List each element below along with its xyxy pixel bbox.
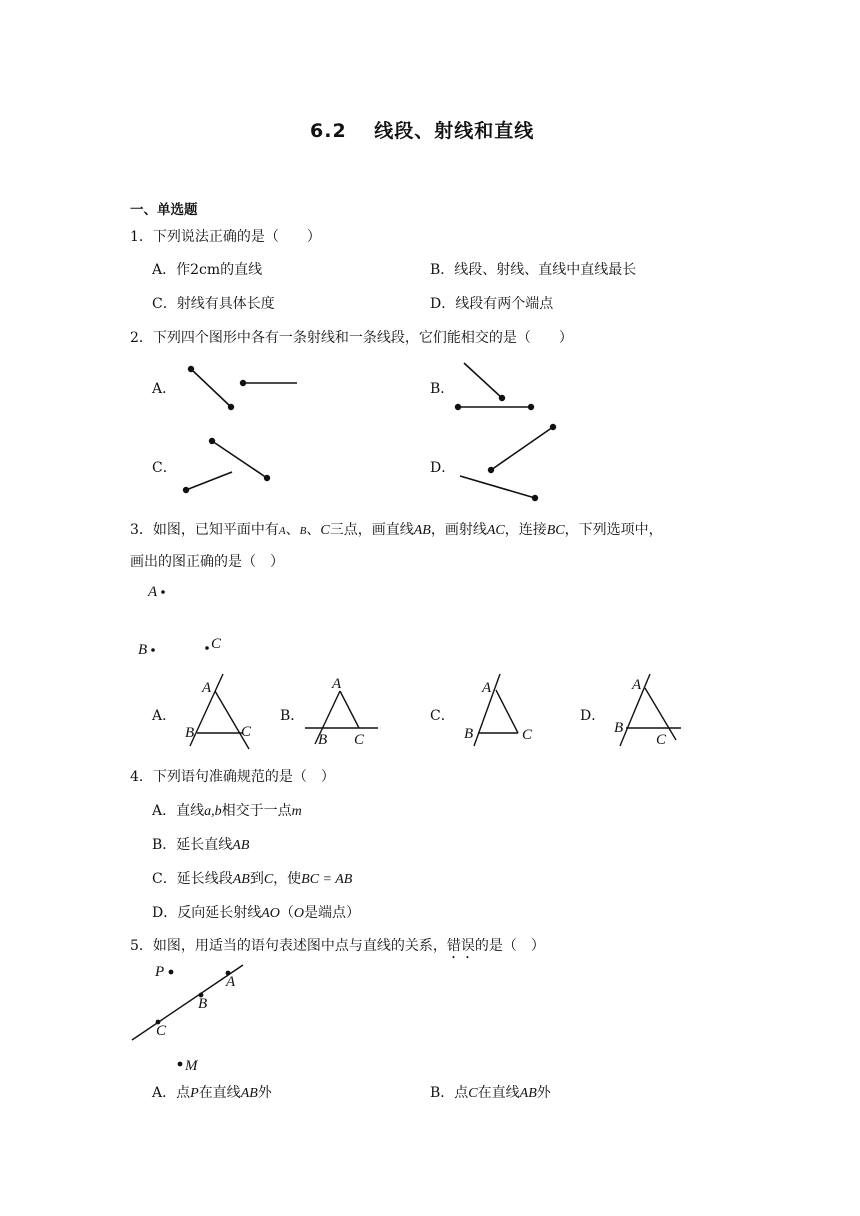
q5-option-a	[152, 1082, 272, 1102]
q3-sep-2: 、	[306, 522, 321, 538]
q3c-label-a: A	[482, 680, 492, 696]
q3-var-ac: AC	[486, 523, 505, 538]
q3-text-2: 三点，画直线	[329, 522, 414, 538]
q3c-label-b: B	[464, 726, 474, 742]
q5b-var-2: AB	[519, 1086, 537, 1101]
q5a-var-2: AB	[240, 1086, 258, 1101]
q5-point-b-label: B	[198, 996, 208, 1012]
q3-stem-line2: 画出的图正确的是（ ）	[130, 554, 284, 570]
q5b-text-2: 在直线	[477, 1085, 520, 1101]
q4-stem: 4．下列语句准确规范的是（ ）	[130, 769, 335, 785]
q2-stem: 2．下列四个图形中各有一条射线和一条线段，它们能相交的是（ ）	[130, 330, 573, 346]
q5b-text-1: B．点	[430, 1085, 469, 1101]
q3-text-3: ，画射线	[430, 522, 487, 538]
q3-var-c: C	[320, 523, 330, 538]
q3d-label-c: C	[656, 732, 667, 748]
q4d-text-2: （	[279, 905, 294, 921]
q4d-var-2: O	[293, 906, 305, 921]
q3-label-a: A．	[152, 708, 177, 724]
q5a-text-1: A．点	[152, 1085, 191, 1101]
q4b-var: AB	[232, 838, 250, 853]
q4c-text-1: C．延长线段	[152, 871, 233, 887]
q3-text-1: 3．如图，已知平面中有	[130, 522, 279, 538]
q1-option-a: A．作2cm的直线	[152, 262, 263, 278]
q3-sep-1: 、	[285, 522, 300, 538]
q3-label-b: B．	[280, 708, 305, 724]
q4c-var-2: C	[263, 872, 274, 887]
q4c-text-2: 到	[249, 871, 264, 887]
q3c-label-c: C	[522, 727, 533, 743]
q3-text-5: ，下列选项中，	[564, 522, 663, 538]
q5b-text-3: 外	[536, 1085, 551, 1101]
q3-point-c-label: C	[211, 636, 222, 652]
q2-label-b: B．	[430, 381, 455, 397]
q5-option-b	[430, 1082, 551, 1102]
q5-text-1: 5．如图，用适当的语句表述图中点与直线的关系，	[130, 938, 447, 954]
q4a-var: a,b	[204, 804, 222, 819]
q3-var-ab: AB	[413, 523, 431, 538]
q3d-label-b: B	[614, 720, 624, 736]
q4a-var-m: m	[291, 804, 302, 819]
q4c-text-3: ，使	[273, 871, 302, 887]
q3-label-d: D．	[580, 708, 606, 724]
q3d-label-a: A	[632, 677, 642, 693]
q2-label-d: D．	[430, 460, 456, 476]
q3a-label-b: B	[185, 725, 195, 741]
q2-label-c: C．	[152, 460, 177, 476]
q3-var-b: B	[299, 525, 307, 537]
q4a-text-2: 相交于一点	[221, 803, 292, 819]
q1-option-d: D．线段有两个端点	[430, 296, 554, 312]
q3-var-a: A	[278, 525, 286, 537]
q3b-label-a: A	[332, 676, 342, 692]
q5-point-a-label: A	[226, 974, 236, 990]
q4d-text-1: D．反向延长射线	[152, 905, 262, 921]
q5a-var-1: P	[190, 1086, 199, 1101]
q5-point-c-label: C	[156, 1023, 167, 1039]
q3-point-b-label: B	[138, 642, 148, 658]
q5-emphasis: 错误	[446, 938, 475, 954]
q5-point-p-label: P	[155, 964, 165, 980]
q3-text-4: ，连接	[504, 522, 547, 538]
q5-text-2: 的是（ ）	[474, 938, 545, 954]
q3b-label-c: C	[354, 732, 365, 748]
q1-stem: 1．下列说法正确的是（ ）	[130, 229, 321, 245]
q5b-var-1: C	[468, 1086, 478, 1101]
q2-label-a: A．	[152, 381, 177, 397]
q5a-text-3: 外	[257, 1085, 272, 1101]
q3a-label-c: C	[241, 724, 252, 740]
q4b-text-1: B．延长直线	[152, 837, 233, 853]
q5-point-m-label: M	[185, 1058, 198, 1074]
q3-var-bc: BC	[546, 523, 565, 538]
q3-point-a-label: A	[148, 584, 158, 600]
page-title: 6.2 线段、射线和直线	[310, 120, 535, 142]
q4c-var-3: BC = AB	[301, 872, 353, 887]
q1-option-c: C．射线有具体长度	[152, 296, 275, 312]
q5-point-p	[169, 970, 174, 975]
q3b-label-b: B	[318, 732, 328, 748]
section-heading: 一、单选题	[130, 202, 198, 218]
q4c-var-1: AB	[232, 872, 250, 887]
q4a-text-1: A．直线	[152, 803, 205, 819]
q4d-text-3: 是端点）	[304, 905, 361, 921]
q1-option-b: B．线段、射线、直线中直线最长	[430, 262, 637, 278]
q4d-var-1: AO	[261, 906, 280, 921]
q5a-text-2: 在直线	[198, 1085, 241, 1101]
q3-label-c: C．	[430, 708, 455, 724]
q3a-label-a: A	[202, 680, 212, 696]
q5-point-m	[178, 1062, 183, 1067]
